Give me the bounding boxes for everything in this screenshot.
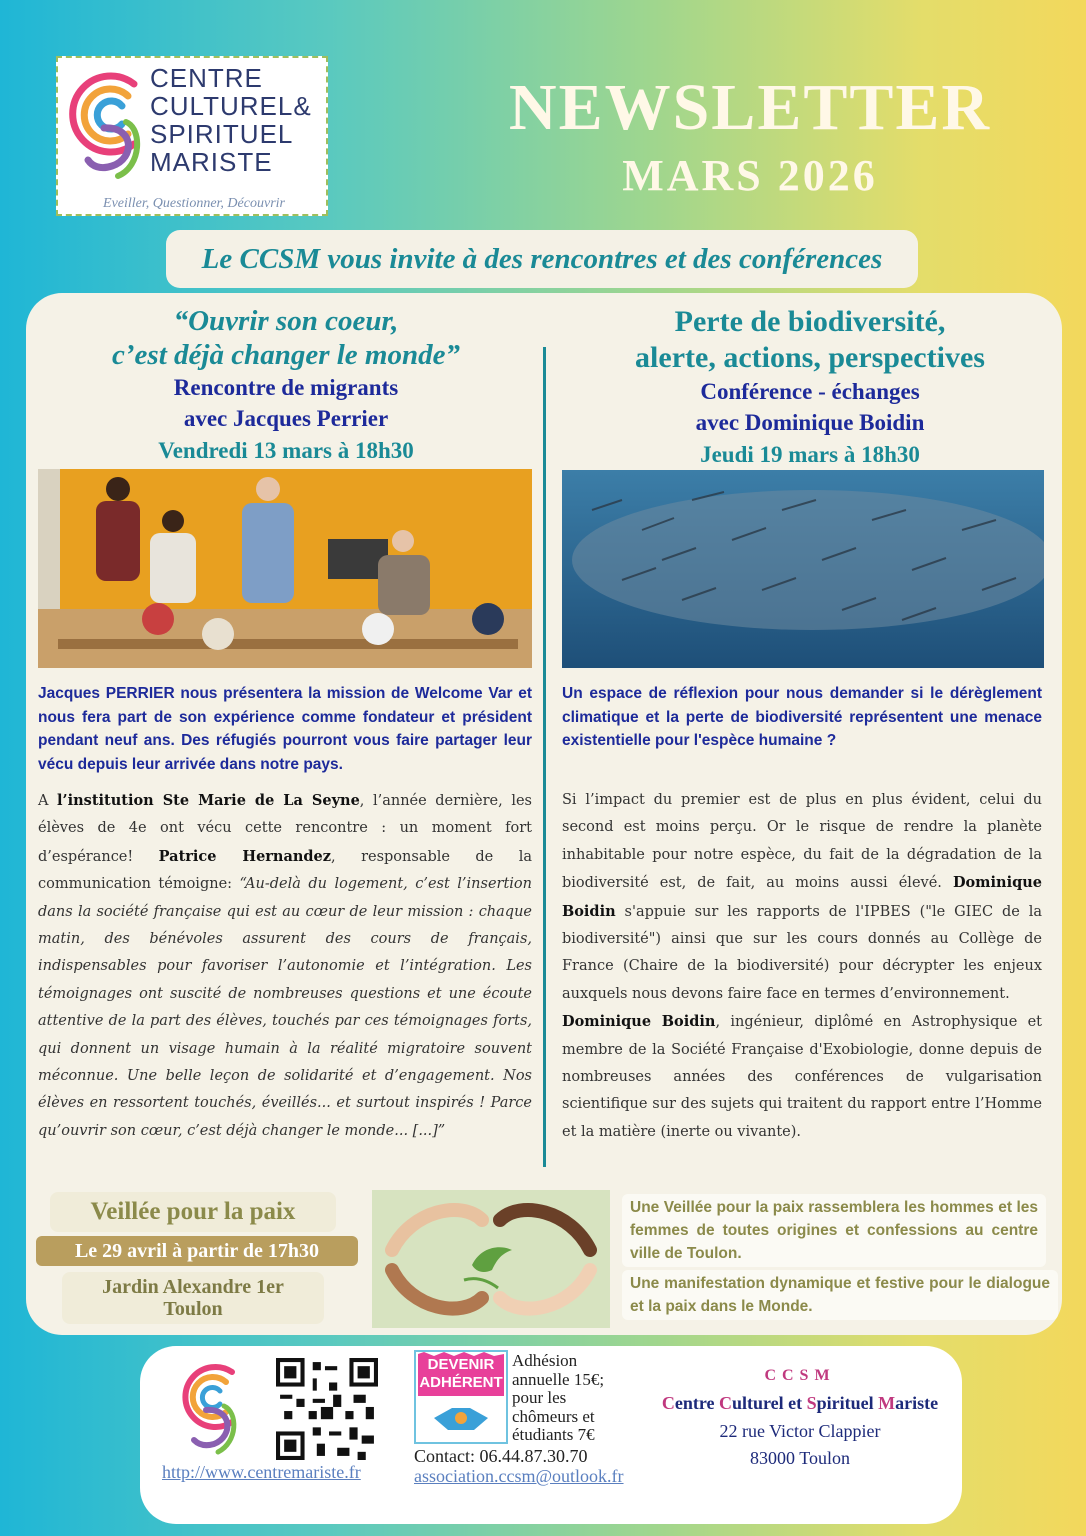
full-3: pirituel [816, 1393, 879, 1413]
left-quote-line-1: “Ouvrir son coeur, [173, 305, 399, 337]
migrants-meeting-photo [38, 469, 532, 668]
contact-email[interactable]: association.ccsm@outlook.fr [414, 1466, 624, 1486]
ccsm-full-name [640, 1393, 960, 1414]
left-sub-line-2: avec Jacques Perrier [183, 406, 389, 431]
logo-line-1: CENTRE [150, 63, 263, 93]
newsletter-date: MARS 2026 [622, 151, 878, 200]
right-title-line-1: Perte de biodiversité, [674, 305, 946, 338]
website-link[interactable]: http://www.centremariste.fr [162, 1462, 361, 1482]
right-lead-text: Un espace de réflexion pour nous demander si le dérèglement climatique et la perte de biodiversité représentent une menace existentielle pour l'espèce humaine ? [562, 685, 1042, 749]
logo-tagline: Eveiller, Questionner, Découvrir [103, 196, 285, 211]
logo-line-4: MARISTE [150, 147, 273, 177]
logo-rings-icon [64, 66, 154, 186]
invite-banner: Le CCSM vous invite à des rencontres et des conférences [166, 230, 918, 288]
logo-line-3: SPIRITUEL [150, 119, 294, 149]
fish-school-photo [562, 470, 1044, 668]
veillee-place [62, 1272, 324, 1324]
logo-line-2: CULTUREL& [150, 91, 312, 121]
right-body-text [562, 787, 1042, 1146]
full-s: S [806, 1393, 817, 1413]
ccsm-city: 83000 Toulon [750, 1448, 850, 1468]
right-sub-line-1: Conférence - échanges [700, 379, 920, 404]
left-quote-line-2: c’est déjà changer le monde” [112, 339, 460, 371]
right-p2-boidin: Dominique Boidin [562, 1013, 716, 1031]
ccsm-street: 22 rue Victor Clappier [719, 1421, 881, 1441]
full-m: M [878, 1393, 896, 1413]
left-body-text [38, 787, 532, 1145]
right-p1-a: Si l’impact du premier est de plus en plus évident, celui du second est moins perçu. Or le risque de rendre la planète inhabitable pour notre espèce, du fait de la dégradation de la biodiversité est, de fait, au moins aussi élevé. [562, 792, 1042, 892]
footer-logo-icon [176, 1360, 246, 1456]
devenir-adherent-badge[interactable] [414, 1350, 508, 1444]
left-body-quote: “Au-delà du logement, c’est l’insertion dans la société française qui est au cœur de leur mission : chaque matin, des bénévoles assurent des cours de français, indispensables pour favoriser l’autonomie et l’intégration. Les témoignages ont suscité de nombreuses questions et une écoute attentive de la part des élèves, touchés par ces témoignages forts, qui donnent un visage humain à la réalité migratoire souvent méconnue. Une belle leçon de solidarité et d’engagement. Nos élèves en ressortent touchés, éveillés... et surtout inspirés ! Parce qu’ouvrir son cœur, c’est déjà changer le monde... [...]” [38, 876, 532, 1139]
veillee-text-1: Une Veillée pour la paix rassemblera les hommes et les femmes de toutes origines et confessions au centre ville de Toulon. [622, 1194, 1046, 1267]
veillee-title: Veillée pour la paix [50, 1192, 336, 1232]
left-sub-line-1: Rencontre de migrants [173, 375, 399, 400]
left-event-header [38, 304, 534, 468]
full-c2: C [719, 1393, 732, 1413]
newsletter-title: NEWSLETTER [508, 71, 992, 144]
right-p1-boidin: Dominique Boidin [562, 874, 1042, 920]
ccsm-logo [56, 56, 328, 216]
right-title-line-2: alerte, actions, perspectives [635, 341, 985, 374]
veillee-place-line-1: Jardin Alexandre 1er [102, 1276, 284, 1298]
badge-line-2: ADHÉRENT [419, 1374, 503, 1391]
full-4: ariste [895, 1393, 939, 1413]
column-divider [543, 347, 546, 1167]
adhesion-text: Adhésion annuelle 15€; pour les chômeurs et étudiants 7€ [512, 1351, 605, 1444]
right-event-header [560, 304, 1060, 472]
badge-line-1: DEVENIR [427, 1356, 495, 1373]
left-body-e: , responsable de la communication témoigne: [38, 848, 532, 893]
right-sub-line-2: avec Dominique Boidin [695, 410, 925, 435]
veillee-place-line-2: Toulon [163, 1298, 223, 1320]
right-event-date: Jeudi 19 mars à 18h30 [700, 442, 920, 467]
left-event-date: Vendredi 13 mars à 18h30 [158, 438, 414, 463]
hands-dove-image [372, 1190, 610, 1328]
veillee-date: Le 29 avril à partir de 17h30 [36, 1236, 358, 1266]
right-p1-c: s'appuie sur les rapports de l'IPBES ("le GIEC de la biodiversité") ainsi que sur les cours donnés au Collège de France (Chaire de la biodiversité) pour décrypter les enjeux auxquels nous devons faire face en termes d’environnement. [562, 903, 1042, 1002]
full-1: entre [674, 1393, 719, 1413]
full-2: ulturel et [732, 1393, 807, 1413]
ccsm-acronym: CCSM [764, 1367, 836, 1384]
left-body-institution: l’institution Ste Marie de La Seyne [57, 792, 360, 809]
full-c: C [661, 1393, 675, 1413]
left-body-c: , l’année dernière, les élèves de 4e ont vécu cette rencontre : un moment fort d’espérance! [38, 793, 532, 865]
left-lead-text: Jacques PERRIER nous présentera la mission de Welcome Var et nous fera part de son expérience comme fondateur et président pendant neuf ans. Des réfugiés pourront vous faire partager leur vécu depuis leur arrivée dans notre pays. [38, 685, 532, 773]
left-body-a: A [38, 793, 58, 809]
right-p2-b: , ingénieur, diplômé en Astrophysique et membre de la Société Française d'Exobiologie, donne depuis de nombreuses années des conférences de vulgarisation scientifique sur des sujets qui traitent du rapport entre l’Homme et la matière (inerte ou vivante). [562, 1014, 1042, 1140]
left-body-patrice: Patrice Hernandez [158, 847, 332, 865]
qr-code-icon[interactable] [276, 1358, 378, 1460]
veillee-text-2: Une manifestation dynamique et festive pour le dialogue et la paix dans le Monde. [622, 1270, 1058, 1320]
contact-phone: Contact: 06.44.87.30.70 [414, 1446, 588, 1466]
